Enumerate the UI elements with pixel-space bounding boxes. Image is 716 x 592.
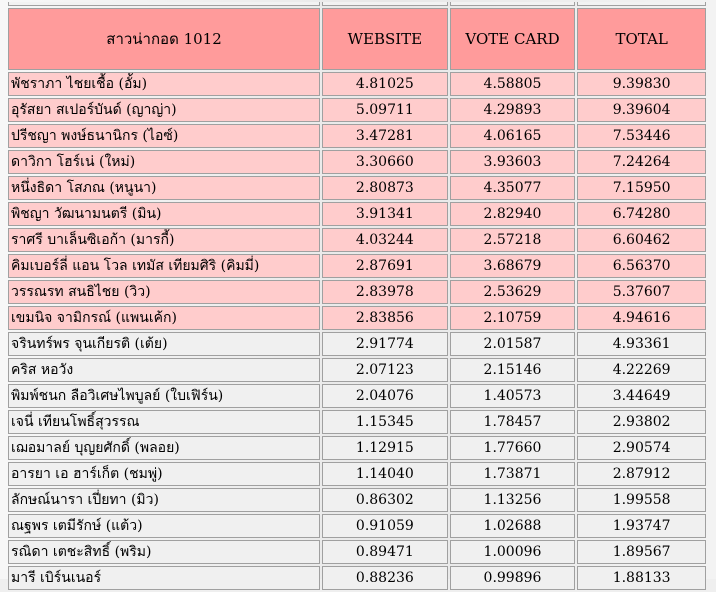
- cell-vote-card: 1.73871: [450, 462, 576, 486]
- header-contest-name: สาวน่ากอด 1012: [8, 8, 320, 70]
- table-header-row: [8, 8, 706, 70]
- cell-website: 2.80873: [322, 176, 448, 200]
- cell-name: พิมพ์ชนก ลือวิเศษไพบูลย์ (ใบเฟิร์น): [8, 384, 320, 408]
- cell-website: 2.83856: [322, 306, 448, 330]
- cell-total: 6.74280: [577, 202, 706, 226]
- table-row: [8, 332, 706, 356]
- cell-website: 3.47281: [322, 124, 448, 148]
- cell-total: 1.99558: [577, 488, 706, 512]
- cell-total: 9.39830: [577, 72, 706, 96]
- table-row: [8, 514, 706, 538]
- cell-total: 9.39604: [577, 98, 706, 122]
- cell-name: วรรณรท สนธิไชย (วิว): [8, 280, 320, 304]
- cell-name: ราศรี บาเล็นซิเอก้า (มารกี้): [8, 228, 320, 252]
- cell-vote-card: 2.15146: [450, 358, 576, 382]
- cell-total: 1.93747: [577, 514, 706, 538]
- header-vote-card: VOTE CARD: [450, 8, 576, 70]
- cell-website: 4.81025: [322, 72, 448, 96]
- cell-vote-card: 1.02688: [450, 514, 576, 538]
- cell-name: อารยา เอ ฮาร์เก็ต (ชมพู่): [8, 462, 320, 486]
- table-row: [8, 566, 706, 590]
- table-top-stub: [8, 2, 706, 6]
- table-row: [8, 72, 706, 96]
- table-row: [8, 462, 706, 486]
- cell-total: 4.93361: [577, 332, 706, 356]
- cell-vote-card: 2.82940: [450, 202, 576, 226]
- cell-website: 0.86302: [322, 488, 448, 512]
- cell-name: พิชญา วัฒนามนตรี (มิน): [8, 202, 320, 226]
- cell-vote-card: 4.35077: [450, 176, 576, 200]
- cell-vote-card: 2.53629: [450, 280, 576, 304]
- table-row: [8, 306, 706, 330]
- cell-website: 1.14040: [322, 462, 448, 486]
- table-row: [8, 280, 706, 304]
- cell-website: 2.83978: [322, 280, 448, 304]
- cell-total: 6.60462: [577, 228, 706, 252]
- cell-vote-card: 1.40573: [450, 384, 576, 408]
- cell-vote-card: 1.77660: [450, 436, 576, 460]
- table-row: [8, 384, 706, 408]
- cell-website: 1.15345: [322, 410, 448, 434]
- cell-total: 2.93802: [577, 410, 706, 434]
- cell-vote-card: 1.00096: [450, 540, 576, 564]
- cell-name: พัชราภา ไชยเชื้อ (อั้ม): [8, 72, 320, 96]
- cell-website: 5.09711: [322, 98, 448, 122]
- cell-total: 1.88133: [577, 566, 706, 590]
- header-total: TOTAL: [577, 8, 706, 70]
- table-row: [8, 228, 706, 252]
- cell-website: 0.91059: [322, 514, 448, 538]
- table-row: [8, 124, 706, 148]
- cell-vote-card: 2.01587: [450, 332, 576, 356]
- cell-vote-card: 2.10759: [450, 306, 576, 330]
- cell-name: ปรีชญา พงษ์ธนานิกร (ไอซ์): [8, 124, 320, 148]
- cell-website: 2.87691: [322, 254, 448, 278]
- cell-total: 6.56370: [577, 254, 706, 278]
- cell-website: 2.04076: [322, 384, 448, 408]
- cell-website: 3.30660: [322, 150, 448, 174]
- cell-name: จรินทร์พร จุนเกียรติ (เต้ย): [8, 332, 320, 356]
- cell-vote-card: 3.68679: [450, 254, 576, 278]
- cell-vote-card: 2.57218: [450, 228, 576, 252]
- table-row: [8, 254, 706, 278]
- cell-vote-card: 4.29893: [450, 98, 576, 122]
- cell-name: ณฐพร เตมีรักษ์ (แต้ว): [8, 514, 320, 538]
- cell-website: 2.91774: [322, 332, 448, 356]
- cell-name: หนึ่งธิดา โสภณ (หนูนา): [8, 176, 320, 200]
- cell-vote-card: 3.93603: [450, 150, 576, 174]
- cell-total: 7.15950: [577, 176, 706, 200]
- cell-total: 1.89567: [577, 540, 706, 564]
- table-row: [8, 488, 706, 512]
- cell-name: มารี เบิร์นเนอร์: [8, 566, 320, 590]
- cell-name: เขมนิจ จามิกรณ์ (แพนเค้ก): [8, 306, 320, 330]
- cell-name: รณิดา เตชะสิทธิ์ (พริม): [8, 540, 320, 564]
- table-row: [8, 98, 706, 122]
- cell-total: 2.87912: [577, 462, 706, 486]
- cell-website: 3.91341: [322, 202, 448, 226]
- cell-name: ลักษณ์นารา เปี่ยทา (มิว): [8, 488, 320, 512]
- table-row: [8, 410, 706, 434]
- cell-vote-card: 1.78457: [450, 410, 576, 434]
- header-website: WEBSITE: [322, 8, 448, 70]
- cell-total: 2.90574: [577, 436, 706, 460]
- cell-name: คิมเบอร์ลี่ แอน โวล เทมัส เทียมศิริ (คิมมี่): [8, 254, 320, 278]
- vote-results-table: [6, 0, 708, 592]
- cell-website: 0.88236: [322, 566, 448, 590]
- cell-total: 5.37607: [577, 280, 706, 304]
- cell-website: 2.07123: [322, 358, 448, 382]
- cell-vote-card: 1.13256: [450, 488, 576, 512]
- cell-website: 4.03244: [322, 228, 448, 252]
- cell-website: 1.12915: [322, 436, 448, 460]
- cell-vote-card: 4.58805: [450, 72, 576, 96]
- cell-name: อุรัสยา สเปอร์บันด์ (ญาญ่า): [8, 98, 320, 122]
- cell-vote-card: 0.99896: [450, 566, 576, 590]
- cell-name: เฌอมาลย์ บุญยศักดิ์ (พลอย): [8, 436, 320, 460]
- table-row: [8, 150, 706, 174]
- cell-website: 0.89471: [322, 540, 448, 564]
- cell-total: 4.94616: [577, 306, 706, 330]
- table-row: [8, 436, 706, 460]
- cell-total: 7.24264: [577, 150, 706, 174]
- table-row: [8, 358, 706, 382]
- cell-vote-card: 4.06165: [450, 124, 576, 148]
- cell-total: 3.44649: [577, 384, 706, 408]
- cell-name: เจนี่ เทียนโพธิ์สุวรรณ: [8, 410, 320, 434]
- cell-total: 7.53446: [577, 124, 706, 148]
- cell-name: ดาวิกา โฮร์เน่ (ใหม่): [8, 150, 320, 174]
- cell-name: คริส หอวัง: [8, 358, 320, 382]
- cell-total: 4.22269: [577, 358, 706, 382]
- table-row: [8, 202, 706, 226]
- table-row: [8, 540, 706, 564]
- table-row: [8, 176, 706, 200]
